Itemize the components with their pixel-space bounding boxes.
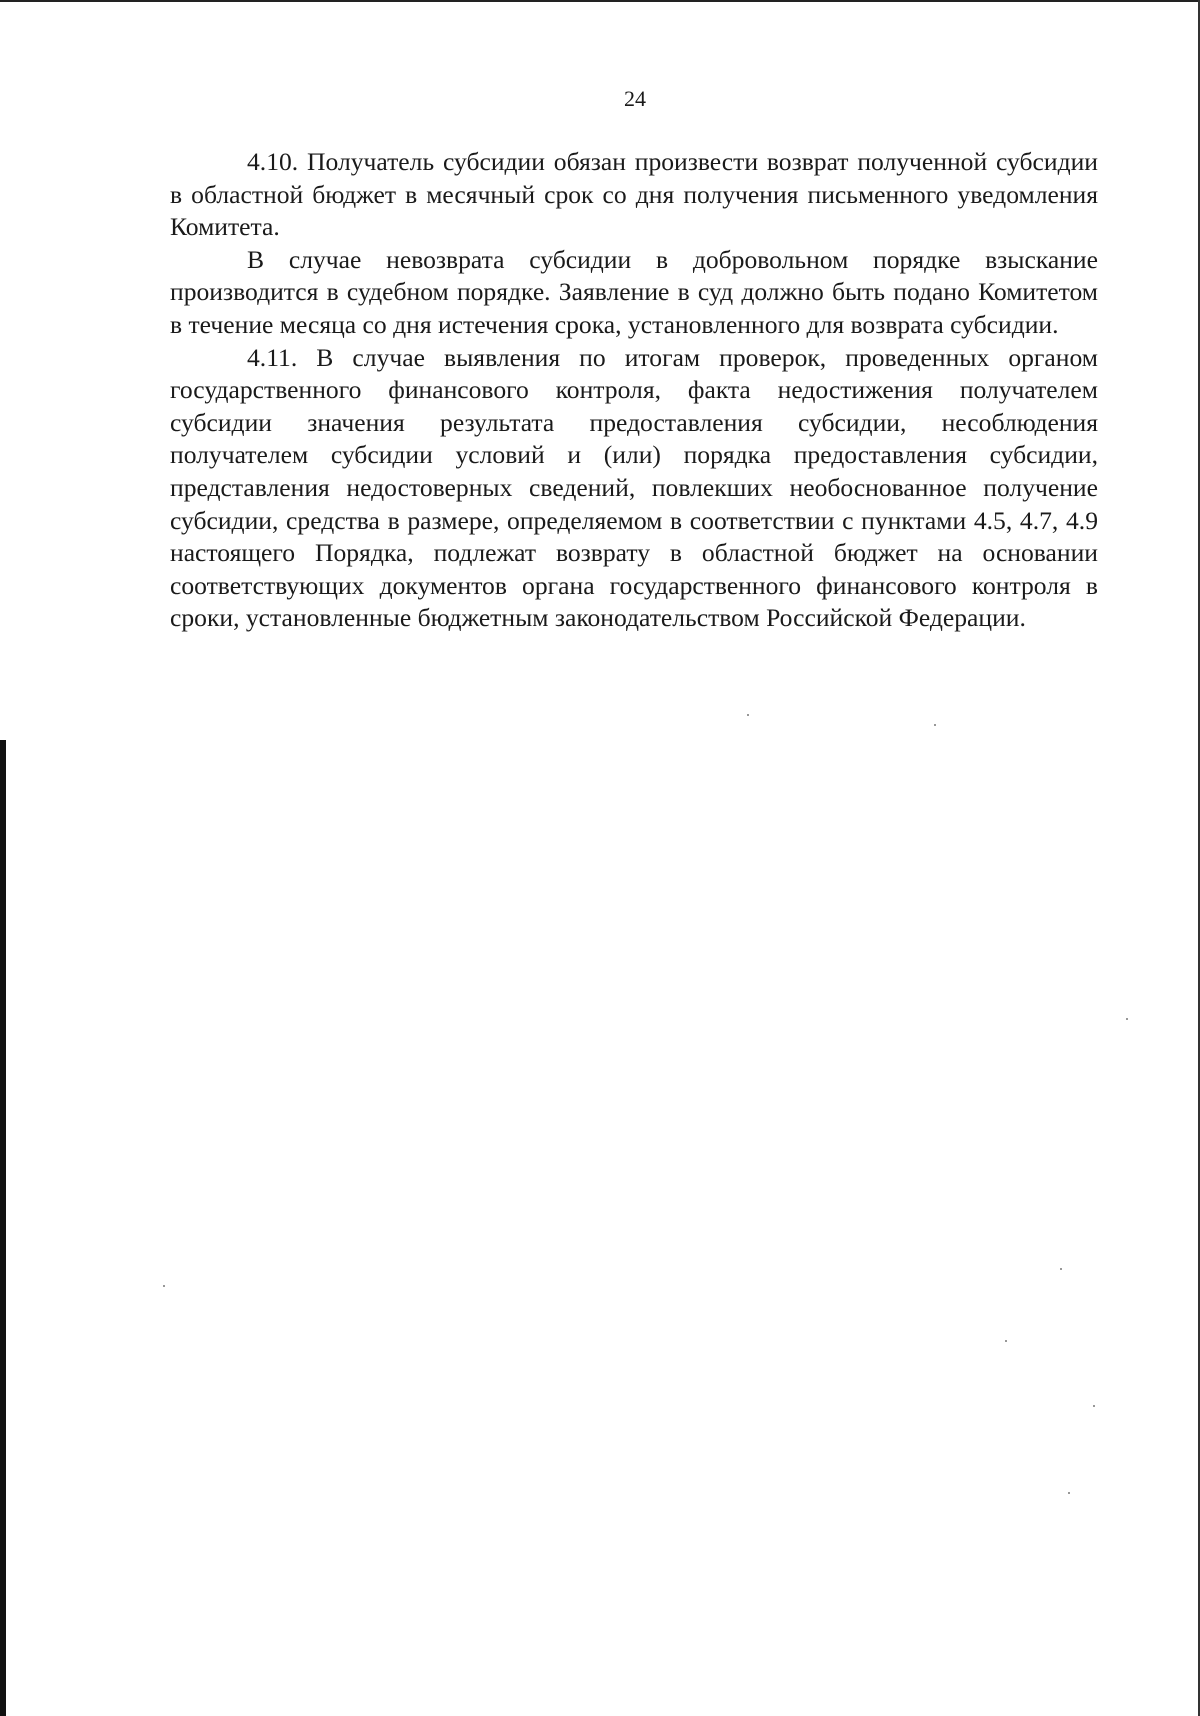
paragraph-non-return: В случае невозврата субсидии в добровольном порядке взыскание производится в судебном порядке. Заявление в суд должно быть подано Комитетом в течение месяца со дня истечения срока, установленного для возврата субсидии. (170, 244, 1098, 339)
scan-speck (163, 1285, 165, 1287)
scan-speck (1060, 1268, 1062, 1270)
scan-speck (747, 714, 749, 716)
document-body (170, 146, 1098, 635)
scan-edge-top (0, 0, 1200, 2)
scan-speck (1005, 1340, 1007, 1342)
scan-speck (1068, 1492, 1070, 1494)
paragraph-4-11: 4.11. В случае выявления по итогам проверок, проведенных органом государственного финансового контроля, факта недостижения получателем субсидии значения результата предоставления субсидии, несоблюдения получателем субсидии условий и (или) порядка предоставления субсидии, представления недостоверных сведений, повлекших необоснованное получение субсидии, средства в размере, определяемом в соответствии с пунктами 4.5, 4.7, 4.9 настоящего Порядка, подлежат возврату в областной бюджет на основании соответствующих документов органа государственного финансового контроля в сроки, установленные бюджетным законодательством Российской Федерации. (170, 342, 1098, 633)
paragraph-4-10: 4.10. Получатель субсидии обязан произвести возврат полученной субсидии в областной бюджет в месячный срок со дня получения письменного уведомления Комитета. (170, 147, 1098, 242)
scan-speck (934, 724, 936, 726)
scan-edge-left (0, 740, 6, 1716)
page-number: 24 (624, 86, 646, 111)
scan-speck (1126, 1018, 1128, 1020)
scan-speck (1093, 1405, 1095, 1407)
